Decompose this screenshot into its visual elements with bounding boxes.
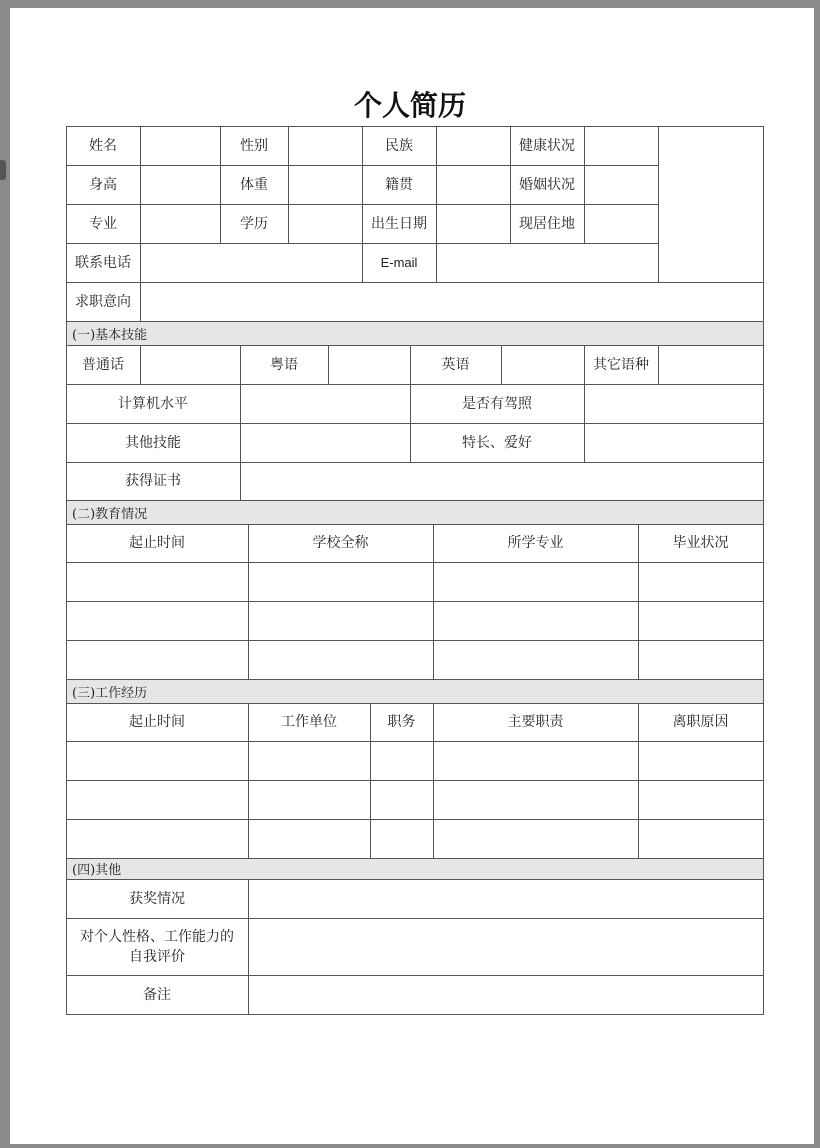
section-work-experience: (三)工作经历 <box>66 679 763 703</box>
grid-line-v <box>436 126 437 283</box>
grid-line-v <box>658 345 659 385</box>
grid-line-h <box>66 780 764 781</box>
grid-line-h <box>66 679 764 680</box>
grid-line-h <box>66 345 764 346</box>
grid-line-v <box>240 345 241 501</box>
grid-line-h <box>66 126 764 127</box>
self-eval-line1: 对个人性格、工作能力的 <box>80 928 234 945</box>
grid-line-h <box>66 500 764 501</box>
grid-line-v <box>248 524 249 680</box>
grid-line-v <box>220 126 221 244</box>
grid-line-v <box>638 703 639 859</box>
grid-line-h <box>66 384 764 385</box>
grid-line-v <box>140 126 141 322</box>
grid-line-h <box>66 819 764 820</box>
label-other-languages: 其它语种 <box>593 356 649 373</box>
grid-line-v <box>584 126 585 244</box>
work-header-employer: 工作单位 <box>281 714 337 730</box>
work-header-leave-reason: 离职原因 <box>672 714 729 730</box>
grid-line-v <box>658 126 659 283</box>
grid-line-h <box>66 601 764 602</box>
grid-line-h <box>66 423 764 424</box>
grid-line-h <box>66 918 764 919</box>
grid-line-v <box>433 703 434 859</box>
label-job-intention: 求职意向 <box>75 293 131 310</box>
grid-line-v <box>248 879 249 1015</box>
grid-line-v <box>510 126 511 244</box>
work-header-duties: 主要职责 <box>507 714 564 730</box>
label-certificates: 获得证书 <box>125 473 181 489</box>
label-ethnicity: 民族 <box>385 137 413 154</box>
label-computer-level: 计算机水平 <box>118 395 188 412</box>
label-name: 姓名 <box>89 137 117 154</box>
label-email: E-mail <box>380 254 418 270</box>
grid-line-h <box>66 879 764 880</box>
label-phone: 联系电话 <box>75 254 131 271</box>
grid-line-h <box>66 858 764 859</box>
grid-line-v <box>66 126 67 1015</box>
edu-header-graduation: 毕业状况 <box>672 535 729 551</box>
label-major: 专业 <box>89 215 117 232</box>
grid-line-h <box>66 741 764 742</box>
grid-line-v <box>410 345 411 463</box>
grid-line-h <box>66 975 764 976</box>
grid-line-v <box>288 126 289 244</box>
grid-line-h <box>66 462 764 463</box>
grid-line-h <box>66 282 764 283</box>
label-birth-date: 出生日期 <box>371 215 427 232</box>
grid-line-h <box>66 321 764 322</box>
grid-line-h <box>66 703 764 704</box>
grid-line-h <box>66 562 764 563</box>
grid-line-h <box>66 524 764 525</box>
grid-line-h <box>66 640 764 641</box>
section-basic-skills: (一)基本技能 <box>66 321 763 345</box>
label-remarks: 备注 <box>143 986 171 1003</box>
edu-header-period: 起止时间 <box>129 535 185 551</box>
label-hobbies: 特长、爱好 <box>462 434 532 451</box>
label-marital-status: 婚姻状况 <box>519 176 575 193</box>
label-height: 身高 <box>89 176 117 193</box>
label-driver-license: 是否有驾照 <box>462 395 532 412</box>
work-header-position: 职务 <box>387 714 416 730</box>
label-awards: 获奖情况 <box>129 890 185 907</box>
grid-line-v <box>501 345 502 385</box>
label-education: 学历 <box>240 215 268 232</box>
label-other-skills: 其他技能 <box>125 434 181 451</box>
grid-line-v <box>433 524 434 680</box>
label-health: 健康状况 <box>519 137 575 154</box>
grid-line-v <box>362 126 363 283</box>
edu-header-major: 所学专业 <box>507 535 564 551</box>
grid-line-v <box>763 126 764 1015</box>
work-header-period: 起止时间 <box>129 714 185 730</box>
grid-line-v <box>638 524 639 680</box>
grid-line-v <box>248 703 249 859</box>
grid-line-v <box>370 703 371 859</box>
section-education: (二)教育情况 <box>66 500 763 524</box>
label-mandarin: 普通话 <box>82 356 124 373</box>
grid-line-v <box>328 345 329 385</box>
section-other: (四)其他 <box>66 858 763 879</box>
grid-line-h <box>66 1014 764 1015</box>
edu-header-school: 学校全称 <box>312 535 369 551</box>
label-weight: 体重 <box>240 176 268 193</box>
label-gender: 性别 <box>240 137 268 154</box>
grid-line-v <box>584 345 585 463</box>
self-eval-line2: 自我评价 <box>129 948 185 965</box>
page-title: 个人简历 <box>353 89 466 122</box>
label-current-residence: 现居住地 <box>519 215 575 232</box>
label-cantonese: 粤语 <box>270 356 298 373</box>
label-english: 英语 <box>441 356 470 373</box>
grid-line-v <box>140 345 141 385</box>
label-native-place: 籍贯 <box>385 176 413 193</box>
